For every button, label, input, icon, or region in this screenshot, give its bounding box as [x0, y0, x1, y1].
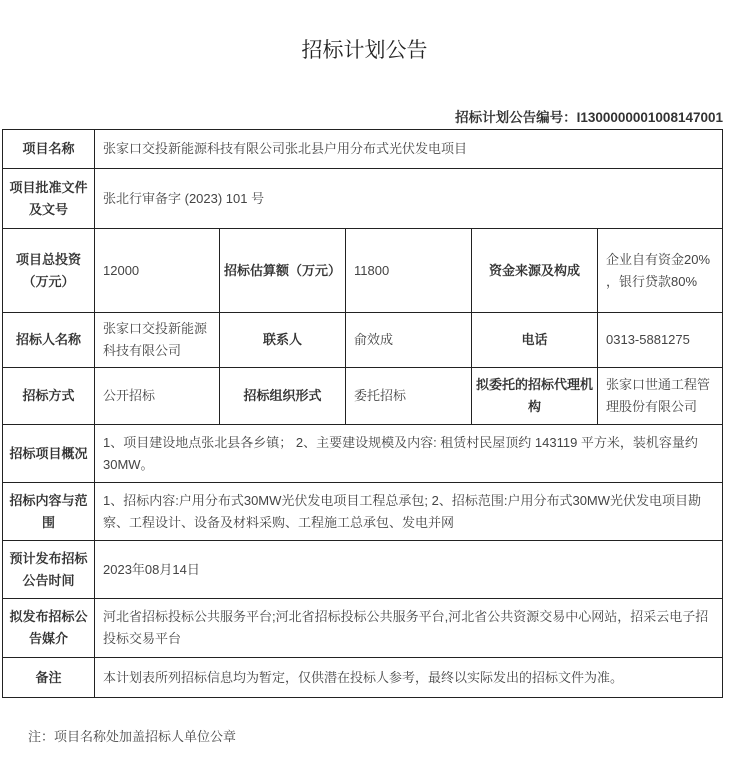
row-media: [3, 599, 723, 658]
label-agency: 拟委托的招标代理机构: [472, 368, 598, 425]
row-overview: [3, 425, 723, 483]
row-approval: [3, 169, 723, 229]
label-tenderer: 招标人名称: [3, 313, 95, 368]
label-fund-source: 资金来源及构成: [472, 229, 598, 313]
row-date: [3, 541, 723, 599]
label-date: 预计发布招标公告时间: [3, 541, 95, 599]
value-media: 河北省招标投标公共服务平台;河北省招标投标公共服务平台,河北省公共资源交易中心网站，招采云电子招投标交易平台: [95, 599, 723, 658]
value-org-form: 委托招标: [346, 368, 472, 425]
value-estimate: 11800: [346, 229, 472, 313]
row-project-name: [3, 130, 723, 169]
label-overview: 招标项目概况: [3, 425, 95, 483]
value-remark: 本计划表所列招标信息均为暂定，仅供潜在投标人参考，最终以实际发出的招标文件为准。: [95, 658, 723, 698]
value-project-name: 张家口交投新能源科技有限公司张北县户用分布式光伏发电项目: [95, 130, 723, 169]
value-date: 2023年08月14日: [95, 541, 723, 599]
label-project-name: 项目名称: [3, 130, 95, 169]
value-fund-source: 企业自有资金20% ，银行贷款80%: [598, 229, 723, 313]
value-method: 公开招标: [95, 368, 220, 425]
row-investment: [3, 229, 723, 313]
row-tenderer: [3, 313, 723, 368]
label-contact: 联系人: [220, 313, 346, 368]
label-media: 拟发布招标公告媒介: [3, 599, 95, 658]
label-estimate: 招标估算额（万元）: [220, 229, 346, 313]
label-method: 招标方式: [3, 368, 95, 425]
value-agency: 张家口世通工程管理股份有限公司: [598, 368, 723, 425]
label-org-form: 招标组织形式: [220, 368, 346, 425]
value-overview: 1、项目建设地点张北县各乡镇； 2、主要建设规模及内容: 租赁村民屋顶约 143119 平方米，装机容量约30MW。: [95, 425, 723, 483]
value-scope: 1、招标内容:户用分布式30MW光伏发电项目工程总承包; 2、招标范围:户用分布式30MW光伏发电项目勘察、工程设计、设备及材料采购、工程施工总承包、发电并网: [95, 483, 723, 541]
footnote: 注：项目名称处加盖招标人单位公章: [28, 729, 237, 744]
value-contact: 俞效成: [346, 313, 472, 368]
label-scope: 招标内容与范围: [3, 483, 95, 541]
announcement-number: 招标计划公告编号：I1300000001008147001: [455, 110, 723, 125]
value-total-investment: 12000: [95, 229, 220, 313]
value-phone: 0313-5881275: [598, 313, 723, 368]
page-title: 招标计划公告: [301, 39, 428, 62]
label-phone: 电话: [472, 313, 598, 368]
label-total-investment: 项目总投资（万元）: [3, 229, 95, 313]
label-approval: 项目批准文件及文号: [3, 169, 95, 229]
row-method: [3, 368, 723, 425]
value-tenderer: 张家口交投新能源科技有限公司: [95, 313, 220, 368]
row-remark: [3, 658, 723, 698]
row-scope: [3, 483, 723, 541]
tender-plan-table: [2, 129, 723, 698]
value-approval: 张北行审备字 (2023) 101 号: [95, 169, 723, 229]
label-remark: 备注: [3, 658, 95, 698]
